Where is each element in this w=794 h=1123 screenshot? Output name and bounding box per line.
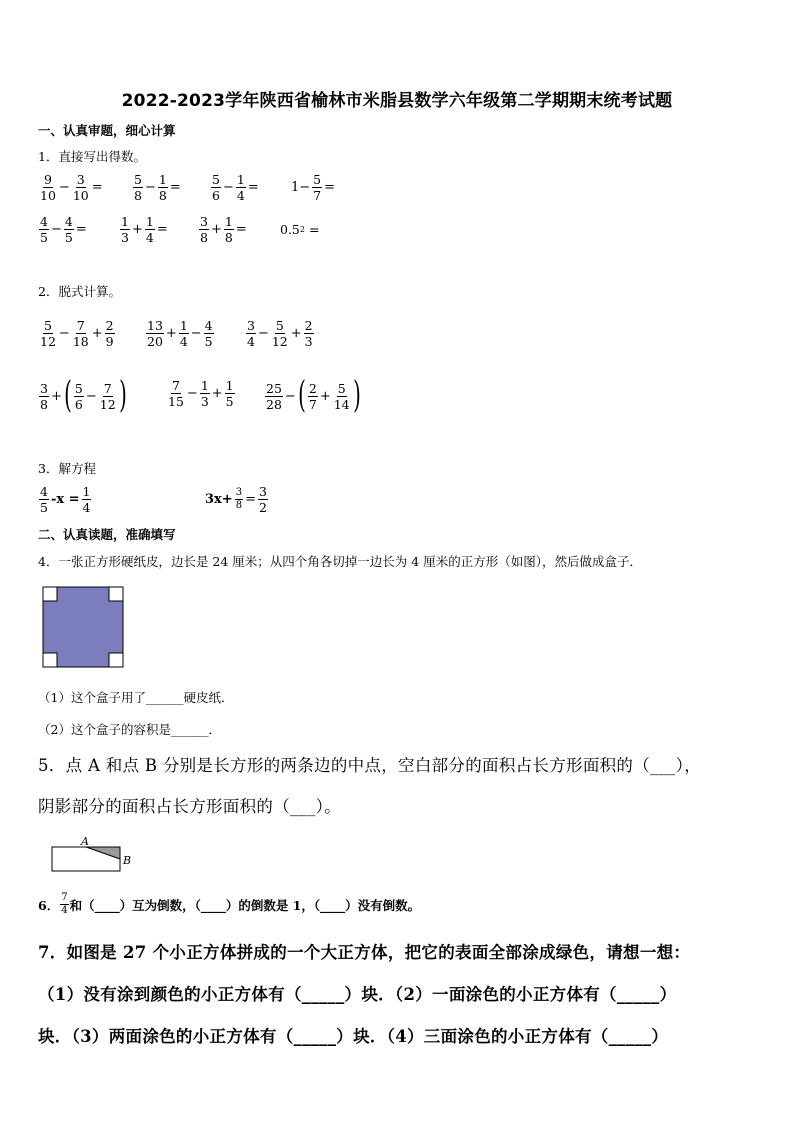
- question-4-text: 4．一张正方形硬纸皮，边长是 24 厘米；从四个角各切掉一边长为 4 厘米的正方形（如图），然后做成盒子．: [38, 554, 642, 569]
- cut-corner-bottom-left: [43, 653, 57, 667]
- question-5-line-2: 阴影部分的面积占长方形面积的（___）。: [38, 797, 341, 816]
- q1-row2-expr-4: 0.5 2 =: [280, 222, 320, 237]
- q1-row1-expr-2: $\frac{5}{8}$ − $\frac{1}{8}$ =: [134, 172, 181, 203]
- question-7-line-2: （1）没有涂到颜色的小正方体有（_____）块．（2）一面涂色的小正方体有（_____）: [38, 985, 677, 1004]
- rectangle-figure: [50, 834, 140, 874]
- question-4-part-1: （1）这个盒子用了______硬皮纸．: [38, 690, 234, 705]
- q1-row2-expr-1: $\frac{4}{5}$ − $\frac{4}{5}$ =: [40, 214, 87, 245]
- q3-equation-2: 3x+ $\frac{3}{8}$ = $\frac{3}{2}$: [205, 484, 267, 515]
- question-6: 6． $\frac{7}{4}$ 和（____）互为倒数，（____）的倒数是 1，（____）没有倒数。: [38, 892, 421, 916]
- question-2-label: 2．脱式计算。: [38, 284, 121, 299]
- cut-corner-top-right: [109, 587, 123, 601]
- point-a-label: A: [81, 835, 89, 848]
- q3-equation-1: $\frac{4}{5}$ -x = $\frac{1}{4}$: [40, 484, 91, 515]
- question-3-label: 3．解方程: [38, 461, 96, 476]
- section-1-heading: 一、认真审题，细心计算: [38, 123, 176, 138]
- point-b-label: B: [123, 854, 132, 867]
- question-7-line-1: 7．如图是 27 个小正方体拼成的一个大正方体，把它的表面全部涂成绿色，请想一想：: [38, 943, 691, 962]
- question-4-part-2: （2）这个盒子的容积是______．: [38, 722, 221, 737]
- q1-row2-expr-2: $\frac{1}{3}$ + $\frac{1}{4}$ =: [121, 214, 168, 245]
- q2-expr-6: $\frac{25}{28}$ − ( $\frac{2}{7}$ + $\frac{5}{14}$ ): [266, 375, 361, 416]
- q2-expr-3: $\frac{3}{4}$ − $\frac{5}{12}$ + $\frac{2}{3}$: [247, 318, 313, 349]
- question-1-label: 1．直接写出得数。: [38, 149, 146, 164]
- q2-expr-2: $\frac{13}{20}$ + $\frac{1}{4}$ − $\frac{4}{5}$: [147, 318, 213, 349]
- cut-corner-bottom-right: [109, 653, 123, 667]
- q2-expr-1: $\frac{5}{12}$ − $\frac{7}{18}$ + $\frac{2}{9}$: [40, 318, 114, 349]
- q2-expr-4: $\frac{3}{8}$ + ( $\frac{5}{6}$ − $\frac{7}{12}$ ): [40, 375, 127, 416]
- q2-expr-5: $\frac{7}{15}$ − $\frac{1}{3}$ + $\frac{1}{5}$: [168, 378, 234, 409]
- q1-row1-expr-4: 1− $\frac{5}{7}$ =: [291, 172, 336, 203]
- question-7-line-3: 块．（3）两面涂色的小正方体有（_____）块．（4）三面涂色的小正方体有（_____）: [38, 1027, 669, 1046]
- q1-row1-expr-1: $\frac{9}{10}$ − $\frac{3}{10}$ =: [40, 172, 103, 203]
- square-cardboard-figure: [42, 586, 124, 668]
- q1-row1-expr-3: $\frac{5}{6}$ − $\frac{1}{4}$ =: [212, 172, 259, 203]
- question-5-line-1: 5．点 A 和点 B 分别是长方形的两条边的中点，空白部分的面积占长方形面积的（___），: [38, 756, 702, 775]
- q1-row2-expr-3: $\frac{3}{8}$ + $\frac{1}{8}$ =: [200, 214, 247, 245]
- section-2-heading: 二、认真读题，准确填写: [38, 527, 176, 542]
- page-title: 2022-2023学年陕西省榆林市米脂县数学六年级第二学期期末统考试题: [121, 91, 673, 111]
- cut-corner-top-left: [43, 587, 57, 601]
